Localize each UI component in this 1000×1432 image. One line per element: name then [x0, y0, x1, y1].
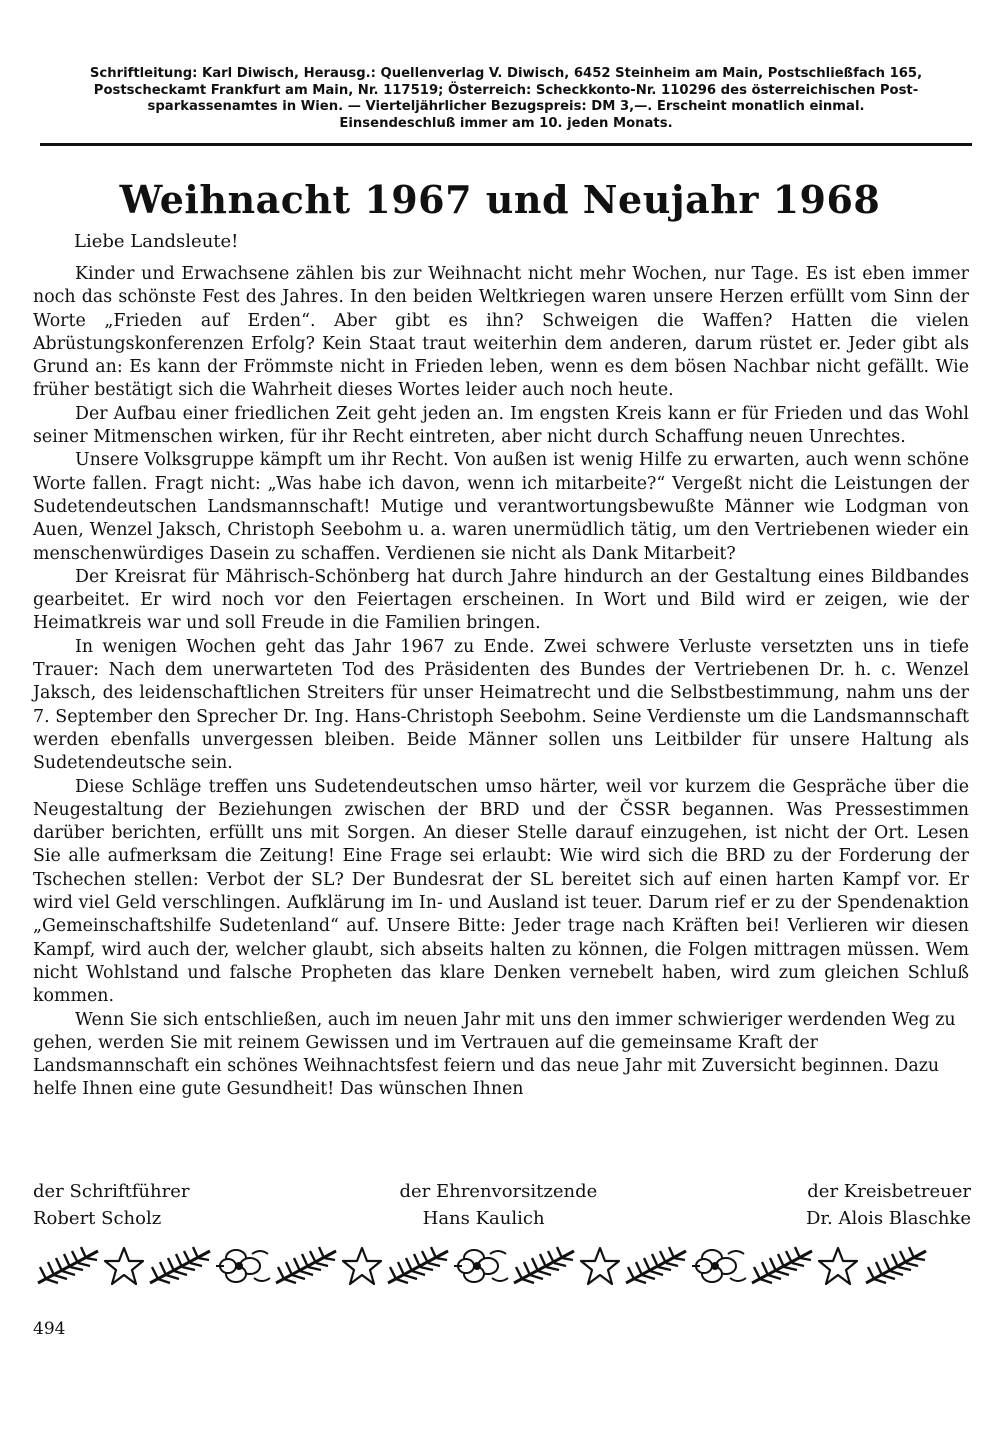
- paragraph: In wenigen Wochen geht das Jahr 1967 zu Ende. Zwei schwere Verluste versetzten uns in tiefe Trauer: Nach dem unerwarteten Tod des Präsidenten des Bundes der Vertriebenen Dr. h. c. Wenzel Jaksch, des leidenschaftlichen Streiters für unser Heimatrecht und die Selbstbestimmung, nahm uns der 7. September den Sprecher Dr. Ing. Hans-Christoph Seebohm. Seine Verdienste um die Landsmannschaft werden ebenfalls unvergessen bleiben. Beide Männer sollen uns Leitbilder für unsere Haltung als Sudetendeutsche sein.: [33, 636, 969, 774]
- salutation: Liebe Landsleute!: [74, 231, 239, 252]
- article-body: [33, 263, 969, 1102]
- signature-name-honorary-chair: Hans Kaulich: [422, 1208, 545, 1229]
- signature-role-secretary: der Schriftführer: [33, 1181, 190, 1202]
- masthead-line-2: Postscheckamt Frankfurt am Main, Nr. 117519; Österreich: Scheckkonto-Nr. 110296 des österreichischen Post-: [93, 82, 919, 98]
- masthead-divider: [40, 143, 972, 146]
- masthead-line-4: Einsendeschluß immer am 10. jeden Monats.: [339, 115, 673, 131]
- paragraph: Wenn Sie sich entschließen, auch im neuen Jahr mit uns den immer schwieriger werdenden Weg zu gehen, werden Sie mit reinem Gewissen und im Vertrauen auf die gemeinsame Kraft der Landsmannschaft ein schönes Weihnachtsfest feiern und das neue Jahr mit Zuversicht beginnen. Dazu helfe Ihnen eine gute Gesundheit! Das wünschen Ihnen: [33, 1009, 956, 1100]
- paragraph: Der Aufbau einer friedlichen Zeit geht jeden an. Im engsten Kreis kann er für Frieden und das Wohl seiner Mitmenschen wirken, für ihr Recht eintreten, aber nicht durch Schaffung neuen Unrechtes.: [33, 403, 969, 448]
- signature-name-district-officer: Dr. Alois Blaschke: [805, 1208, 971, 1229]
- paragraph: Unsere Volksgruppe kämpft um ihr Recht. Von außen ist wenig Hilfe zu erwarten, auch wenn schöne Worte fallen. Fragt nicht: „Was habe ich davon, wenn ich mitarbeite?“ Vergeßt nicht die Leistungen der Sudetendeutschen Landsmannschaft! Mutige und verantwortungsbewußte Männer wie Lodgman von Auen, Wenzel Jaksch, Christoph Seebohm u. a. waren unermüdlich tätig, um den Vertriebenen wieder ein menschenwürdiges Dasein zu schaffen. Verdienen sie nicht als Dank Mitarbeit?: [33, 450, 969, 564]
- signature-roles: [33, 1180, 971, 1204]
- signature-names: [33, 1207, 971, 1231]
- paragraph: Kinder und Erwachsene zählen bis zur Weihnacht nicht mehr Wochen, nur Tage. Es ist eben immer noch das schönste Fest des Jahres. In den beiden Weltkriegen waren unsere Herzen erfüllt vom Sinn der Worte „Frieden auf Erden“. Aber gibt es ihn? Schweigen die Waffen? Hatten die vielen Abrüstungskonferenzen Erfolg? Kein Staat traut weiterhin dem anderen, darum rüstet er. Jeder gibt als Grund an: Es kann der Frömmste nicht in Frieden leben, wenn es dem bösen Nachbar nicht gefällt. Wie früher bestätigt sich die Wahrheit dieses Wortes leider auch noch heute.: [33, 264, 969, 401]
- article-title: Weihnacht 1967 und Neujahr 1968: [119, 177, 881, 222]
- signature-role-district-officer: der Kreisbetreuer: [807, 1181, 971, 1202]
- paragraph: Der Kreisrat für Mährisch-Schönberg hat durch Jahre hindurch an der Gestaltung eines Bildbandes gearbeitet. Er wird noch vor den Feiertagen erscheinen. In Wort und Bild wird er zeigen, wie der Heimatkreis war und soll Freude in die Familien bringen.: [33, 566, 969, 634]
- signature-name-secretary: Robert Scholz: [33, 1208, 162, 1229]
- masthead: [40, 66, 972, 132]
- masthead-line-3: sparkassenamtes in Wien. — Vierteljährlicher Bezugspreis: DM 3,—. Erscheint monatlich einmal.: [147, 99, 865, 114]
- masthead-line-1: Schriftleitung: Karl Diwisch, Herausg.: Quellenverlag V. Diwisch, 6452 Steinheim am Main, Postschließfach 165,: [89, 66, 923, 81]
- fir-branch-star-flower-border-icon: [36, 1243, 970, 1289]
- paragraph: Diese Schläge treffen uns Sudetendeutschen umso härter, weil vor kurzem die Gespräche über die Neugestaltung der Beziehungen zwischen der BRD und der ČSSR begannen. Was Pressestimmen darüber berichten, erfüllt uns mit Sorgen. An dieser Stelle darauf einzugehen, ist nicht der Ort. Lesen Sie alle aufmerksam die Zeitung! Eine Frage sei erlaubt: Wie wird sich die BRD zu der Forderung der Tschechen stellen: Verbot der SL? Der Bundesrat der SL bereitet sich auf einen harten Kampf vor. Er wird viel Geld verschlingen. Aufklärung im In- und Ausland ist teuer. Darum rief er zu der Spendenaktion „Gemeinschaftshilfe Sudetenland“ auf. Unsere Bitte: Jeder trage nach Kräften bei! Verlieren wir diesen Kampf, wird auch der, welcher glaubt, sich abseits halten zu können, die Folgen mittragen müssen. Wem nicht Wohlstand und falsche Propheten das klare Denken vernebelt haben, wird zum gleichen Schluß kommen.: [33, 776, 969, 1007]
- page-number: 494: [33, 1319, 66, 1339]
- signature-role-honorary-chair: der Ehrenvorsitzende: [399, 1181, 598, 1202]
